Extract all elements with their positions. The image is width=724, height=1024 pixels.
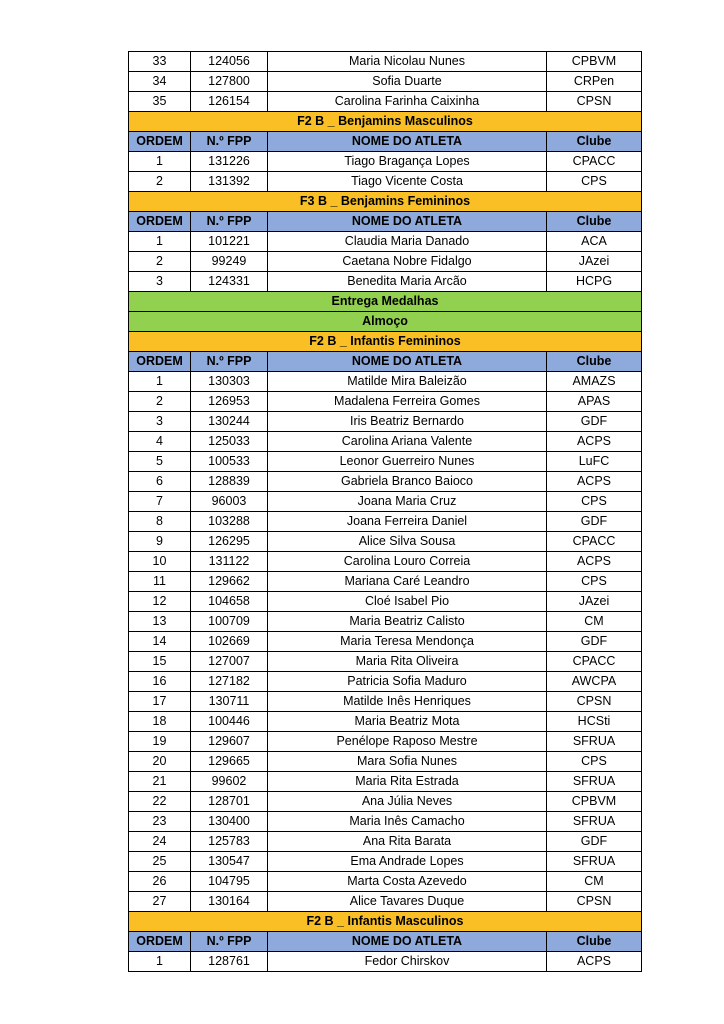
cell-fpp-number: 127182 <box>191 672 268 692</box>
cell-fpp-number: 131226 <box>191 152 268 172</box>
cell-athlete-name: Cloé Isabel Pio <box>268 592 547 612</box>
cell-athlete-name: Ana Júlia Neves <box>268 792 547 812</box>
category-title-row <box>129 112 642 132</box>
cell-club: CPACC <box>547 532 642 552</box>
cell-fpp-number: 129662 <box>191 572 268 592</box>
table-row <box>129 232 642 252</box>
table-row <box>129 792 642 812</box>
cell-fpp-number: 101221 <box>191 232 268 252</box>
cell-athlete-name: Fedor Chirskov <box>268 952 547 972</box>
column-header-row <box>129 932 642 952</box>
cell-fpp-number: 104658 <box>191 592 268 612</box>
cell-athlete-name: Maria Teresa Mendonça <box>268 632 547 652</box>
cell-club: CPSN <box>547 692 642 712</box>
cell-fpp-number: 130711 <box>191 692 268 712</box>
cell-athlete-name: Carolina Farinha Caixinha <box>268 92 547 112</box>
cell-club: HCPG <box>547 272 642 292</box>
cell-athlete-name: Penélope Raposo Mestre <box>268 732 547 752</box>
event-banner-row <box>129 292 642 312</box>
header-club: Clube <box>547 352 642 372</box>
cell-athlete-name: Carolina Ariana Valente <box>268 432 547 452</box>
athlete-start-list-table <box>128 51 642 972</box>
table-row <box>129 712 642 732</box>
cell-club: CPS <box>547 572 642 592</box>
table-row <box>129 612 642 632</box>
table-row <box>129 692 642 712</box>
cell-fpp-number: 127800 <box>191 72 268 92</box>
table-row <box>129 152 642 172</box>
cell-athlete-name: Tiago Vicente Costa <box>268 172 547 192</box>
category-title-row <box>129 912 642 932</box>
cell-club: APAS <box>547 392 642 412</box>
cell-club: ACA <box>547 232 642 252</box>
column-header-row <box>129 352 642 372</box>
cell-ordem: 10 <box>129 552 191 572</box>
header-fpp-number: N.º FPP <box>191 932 268 952</box>
category-title-row <box>129 192 642 212</box>
cell-athlete-name: Matilde Inês Henriques <box>268 692 547 712</box>
cell-athlete-name: Mariana Caré Leandro <box>268 572 547 592</box>
category-title: F2 B _ Infantis Femininos <box>129 332 642 352</box>
cell-fpp-number: 128701 <box>191 792 268 812</box>
table-row <box>129 492 642 512</box>
cell-club: ACPS <box>547 952 642 972</box>
cell-ordem: 15 <box>129 652 191 672</box>
cell-fpp-number: 129607 <box>191 732 268 752</box>
cell-ordem: 12 <box>129 592 191 612</box>
cell-ordem: 21 <box>129 772 191 792</box>
column-header-row <box>129 132 642 152</box>
cell-club: ACPS <box>547 552 642 572</box>
cell-club: SFRUA <box>547 772 642 792</box>
cell-athlete-name: Marta Costa Azevedo <box>268 872 547 892</box>
table-row <box>129 772 642 792</box>
cell-fpp-number: 126953 <box>191 392 268 412</box>
table-row <box>129 92 642 112</box>
cell-athlete-name: Maria Inês Camacho <box>268 812 547 832</box>
table-row <box>129 52 642 72</box>
event-banner-row <box>129 312 642 332</box>
cell-athlete-name: Maria Rita Estrada <box>268 772 547 792</box>
cell-ordem: 2 <box>129 252 191 272</box>
cell-ordem: 26 <box>129 872 191 892</box>
cell-ordem: 2 <box>129 392 191 412</box>
cell-ordem: 7 <box>129 492 191 512</box>
cell-athlete-name: Maria Beatriz Calisto <box>268 612 547 632</box>
event-banner: Almoço <box>129 312 642 332</box>
table-row <box>129 272 642 292</box>
table-row <box>129 812 642 832</box>
table-row <box>129 432 642 452</box>
cell-ordem: 3 <box>129 412 191 432</box>
cell-athlete-name: Ana Rita Barata <box>268 832 547 852</box>
header-ordem: ORDEM <box>129 932 191 952</box>
table-row <box>129 852 642 872</box>
header-club: Clube <box>547 932 642 952</box>
cell-fpp-number: 124331 <box>191 272 268 292</box>
cell-athlete-name: Iris Beatriz Bernardo <box>268 412 547 432</box>
cell-athlete-name: Carolina Louro Correia <box>268 552 547 572</box>
table-row <box>129 892 642 912</box>
category-title: F2 B _ Infantis Masculinos <box>129 912 642 932</box>
cell-ordem: 34 <box>129 72 191 92</box>
table-row <box>129 732 642 752</box>
header-athlete-name: NOME DO ATLETA <box>268 212 547 232</box>
cell-ordem: 3 <box>129 272 191 292</box>
cell-ordem: 9 <box>129 532 191 552</box>
cell-fpp-number: 125033 <box>191 432 268 452</box>
cell-athlete-name: Gabriela Branco Baioco <box>268 472 547 492</box>
cell-club: GDF <box>547 512 642 532</box>
cell-fpp-number: 96003 <box>191 492 268 512</box>
header-athlete-name: NOME DO ATLETA <box>268 932 547 952</box>
cell-fpp-number: 100709 <box>191 612 268 632</box>
cell-athlete-name: Matilde Mira Baleizão <box>268 372 547 392</box>
cell-ordem: 1 <box>129 372 191 392</box>
category-title-row <box>129 332 642 352</box>
cell-ordem: 35 <box>129 92 191 112</box>
cell-club: CPS <box>547 172 642 192</box>
cell-fpp-number: 127007 <box>191 652 268 672</box>
header-fpp-number: N.º FPP <box>191 132 268 152</box>
cell-athlete-name: Benedita Maria Arcão <box>268 272 547 292</box>
cell-athlete-name: Caetana Nobre Fidalgo <box>268 252 547 272</box>
cell-athlete-name: Claudia Maria Danado <box>268 232 547 252</box>
header-ordem: ORDEM <box>129 132 191 152</box>
cell-ordem: 33 <box>129 52 191 72</box>
cell-fpp-number: 126154 <box>191 92 268 112</box>
table-row <box>129 632 642 652</box>
cell-club: SFRUA <box>547 732 642 752</box>
cell-club: GDF <box>547 412 642 432</box>
cell-club: CPACC <box>547 152 642 172</box>
cell-athlete-name: Tiago Bragança Lopes <box>268 152 547 172</box>
cell-ordem: 22 <box>129 792 191 812</box>
header-athlete-name: NOME DO ATLETA <box>268 352 547 372</box>
table-row <box>129 872 642 892</box>
cell-fpp-number: 124056 <box>191 52 268 72</box>
table-row <box>129 252 642 272</box>
cell-club: HCSti <box>547 712 642 732</box>
table-row <box>129 652 642 672</box>
cell-athlete-name: Alice Silva Sousa <box>268 532 547 552</box>
cell-ordem: 1 <box>129 152 191 172</box>
table-row <box>129 392 642 412</box>
cell-club: GDF <box>547 632 642 652</box>
table-row <box>129 832 642 852</box>
cell-club: CPACC <box>547 652 642 672</box>
table-row <box>129 552 642 572</box>
header-fpp-number: N.º FPP <box>191 352 268 372</box>
cell-ordem: 5 <box>129 452 191 472</box>
cell-athlete-name: Sofia Duarte <box>268 72 547 92</box>
cell-club: CPS <box>547 752 642 772</box>
cell-club: ACPS <box>547 472 642 492</box>
cell-fpp-number: 102669 <box>191 632 268 652</box>
category-title: F2 B _ Benjamins Masculinos <box>129 112 642 132</box>
cell-fpp-number: 131392 <box>191 172 268 192</box>
cell-fpp-number: 130303 <box>191 372 268 392</box>
table-row <box>129 752 642 772</box>
cell-club: CPSN <box>547 92 642 112</box>
cell-ordem: 20 <box>129 752 191 772</box>
cell-ordem: 16 <box>129 672 191 692</box>
cell-club: JAzei <box>547 252 642 272</box>
table-row <box>129 572 642 592</box>
table-row <box>129 512 642 532</box>
cell-athlete-name: Mara Sofia Nunes <box>268 752 547 772</box>
cell-ordem: 23 <box>129 812 191 832</box>
cell-ordem: 4 <box>129 432 191 452</box>
cell-athlete-name: Maria Beatriz Mota <box>268 712 547 732</box>
cell-fpp-number: 128839 <box>191 472 268 492</box>
cell-athlete-name: Alice Tavares Duque <box>268 892 547 912</box>
cell-athlete-name: Madalena Ferreira Gomes <box>268 392 547 412</box>
cell-club: SFRUA <box>547 812 642 832</box>
cell-fpp-number: 130244 <box>191 412 268 432</box>
cell-fpp-number: 131122 <box>191 552 268 572</box>
cell-fpp-number: 130400 <box>191 812 268 832</box>
cell-fpp-number: 130547 <box>191 852 268 872</box>
header-athlete-name: NOME DO ATLETA <box>268 132 547 152</box>
cell-ordem: 1 <box>129 232 191 252</box>
cell-ordem: 11 <box>129 572 191 592</box>
cell-ordem: 17 <box>129 692 191 712</box>
cell-ordem: 24 <box>129 832 191 852</box>
table-row <box>129 172 642 192</box>
cell-club: ACPS <box>547 432 642 452</box>
cell-fpp-number: 100446 <box>191 712 268 732</box>
table-row <box>129 592 642 612</box>
cell-athlete-name: Maria Rita Oliveira <box>268 652 547 672</box>
table-row <box>129 372 642 392</box>
table-row <box>129 532 642 552</box>
table-row <box>129 672 642 692</box>
cell-ordem: 18 <box>129 712 191 732</box>
cell-ordem: 8 <box>129 512 191 532</box>
cell-fpp-number: 99249 <box>191 252 268 272</box>
cell-athlete-name: Joana Ferreira Daniel <box>268 512 547 532</box>
cell-athlete-name: Joana Maria Cruz <box>268 492 547 512</box>
cell-fpp-number: 128761 <box>191 952 268 972</box>
cell-ordem: 14 <box>129 632 191 652</box>
cell-ordem: 2 <box>129 172 191 192</box>
cell-club: AWCPA <box>547 672 642 692</box>
cell-club: CPS <box>547 492 642 512</box>
column-header-row <box>129 212 642 232</box>
cell-fpp-number: 99602 <box>191 772 268 792</box>
cell-athlete-name: Maria Nicolau Nunes <box>268 52 547 72</box>
header-club: Clube <box>547 212 642 232</box>
cell-fpp-number: 103288 <box>191 512 268 532</box>
cell-athlete-name: Patricia Sofia Maduro <box>268 672 547 692</box>
header-ordem: ORDEM <box>129 212 191 232</box>
table-row <box>129 452 642 472</box>
header-club: Clube <box>547 132 642 152</box>
cell-club: CPSN <box>547 892 642 912</box>
cell-ordem: 1 <box>129 952 191 972</box>
table-row <box>129 412 642 432</box>
cell-club: LuFC <box>547 452 642 472</box>
cell-ordem: 6 <box>129 472 191 492</box>
cell-athlete-name: Ema Andrade Lopes <box>268 852 547 872</box>
cell-ordem: 27 <box>129 892 191 912</box>
cell-fpp-number: 130164 <box>191 892 268 912</box>
table-row <box>129 72 642 92</box>
table-row <box>129 472 642 492</box>
table-row <box>129 952 642 972</box>
cell-club: CPBVM <box>547 792 642 812</box>
cell-ordem: 19 <box>129 732 191 752</box>
cell-ordem: 25 <box>129 852 191 872</box>
event-banner: Entrega Medalhas <box>129 292 642 312</box>
cell-club: GDF <box>547 832 642 852</box>
cell-athlete-name: Leonor Guerreiro Nunes <box>268 452 547 472</box>
cell-club: SFRUA <box>547 852 642 872</box>
cell-fpp-number: 129665 <box>191 752 268 772</box>
cell-club: CM <box>547 612 642 632</box>
cell-club: CPBVM <box>547 52 642 72</box>
cell-fpp-number: 126295 <box>191 532 268 552</box>
cell-club: JAzei <box>547 592 642 612</box>
cell-club: AMAZS <box>547 372 642 392</box>
cell-club: CM <box>547 872 642 892</box>
cell-ordem: 13 <box>129 612 191 632</box>
cell-fpp-number: 104795 <box>191 872 268 892</box>
header-ordem: ORDEM <box>129 352 191 372</box>
cell-fpp-number: 125783 <box>191 832 268 852</box>
header-fpp-number: N.º FPP <box>191 212 268 232</box>
cell-fpp-number: 100533 <box>191 452 268 472</box>
category-title: F3 B _ Benjamins Femininos <box>129 192 642 212</box>
cell-club: CRPen <box>547 72 642 92</box>
